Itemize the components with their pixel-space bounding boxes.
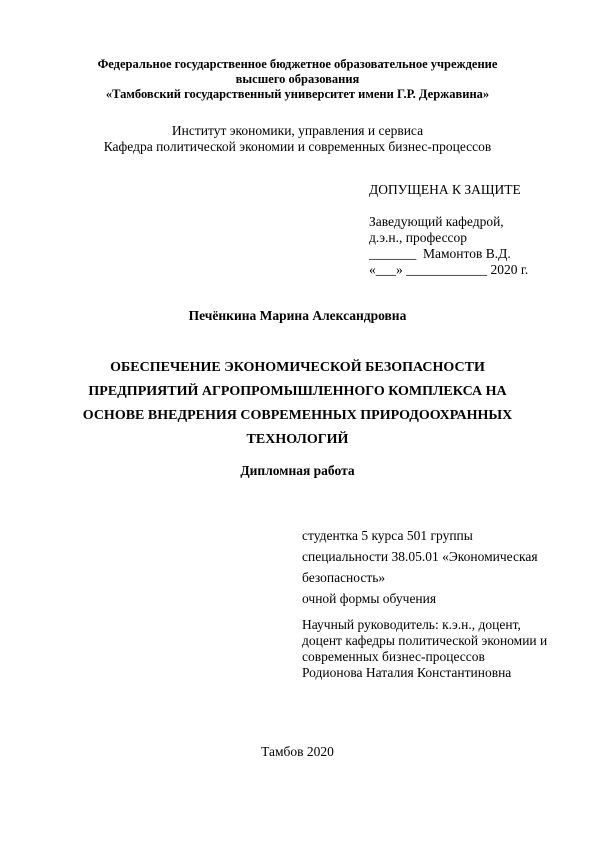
thesis-title xyxy=(0,356,595,452)
title-line-3: ОСНОВЕ ВНЕДРЕНИЯ СОВРЕМЕННЫХ ПРИРОДООХРАННЫХ xyxy=(82,408,513,423)
university-header xyxy=(0,57,595,102)
header-line-1: Федеральное государственное бюджетное образовательное учреждение xyxy=(97,57,498,71)
advisor-line-3: современных бизнес-процессов xyxy=(302,649,485,664)
work-type: Дипломная работа xyxy=(240,463,355,478)
institute-block xyxy=(0,123,595,155)
author-name: Печёнкина Марина Александровна xyxy=(188,308,407,323)
approval-role: Заведующий кафедрой, xyxy=(369,214,504,229)
student-line-3: безопасность» xyxy=(302,570,386,585)
title-line-4: ТЕХНОЛОГИЙ xyxy=(246,432,349,447)
student-line-4: очной формы обучения xyxy=(302,591,437,606)
header-line-2: высшего образования xyxy=(235,72,360,86)
title-line-2: ПРЕДПРИЯТИЙ АГРОПРОМЫШЛЕННОГО КОМПЛЕКСА НА xyxy=(88,384,507,399)
approval-degree: д.э.н., профессор xyxy=(369,230,468,245)
advisor-line-2: доцент кафедры политической экономии и xyxy=(302,633,548,648)
city-year: Тамбов 2020 xyxy=(261,744,334,759)
title-line-1: ОБЕСПЕЧЕНИЕ ЭКОНОМИЧЕСКОЙ БЕЗОПАСНОСТИ xyxy=(110,360,485,375)
student-info xyxy=(302,525,538,609)
advisor-info xyxy=(302,617,547,681)
approval-stamp: ДОПУЩЕНА К ЗАЩИТЕ xyxy=(369,182,521,197)
advisor-line-1: Научный руководитель: к.э.н., доцент, xyxy=(302,617,521,632)
institute-line-2: Кафедра политической экономии и современных бизнес-процессов xyxy=(103,139,492,154)
approval-signature: _______ Мамонтов В.Д. xyxy=(369,246,511,261)
header-line-3: «Тамбовский государственный университет имени Г.Р. Державина» xyxy=(105,87,490,101)
advisor-line-4: Родионова Наталия Константиновна xyxy=(302,665,512,680)
approval-block xyxy=(369,214,528,278)
student-line-2: специальности 38.05.01 «Экономическая xyxy=(302,549,538,564)
approval-date: «___» ____________ 2020 г. xyxy=(369,262,529,277)
institute-line-1: Институт экономики, управления и сервиса xyxy=(171,123,424,138)
student-line-1: студентка 5 курса 501 группы xyxy=(302,528,473,543)
